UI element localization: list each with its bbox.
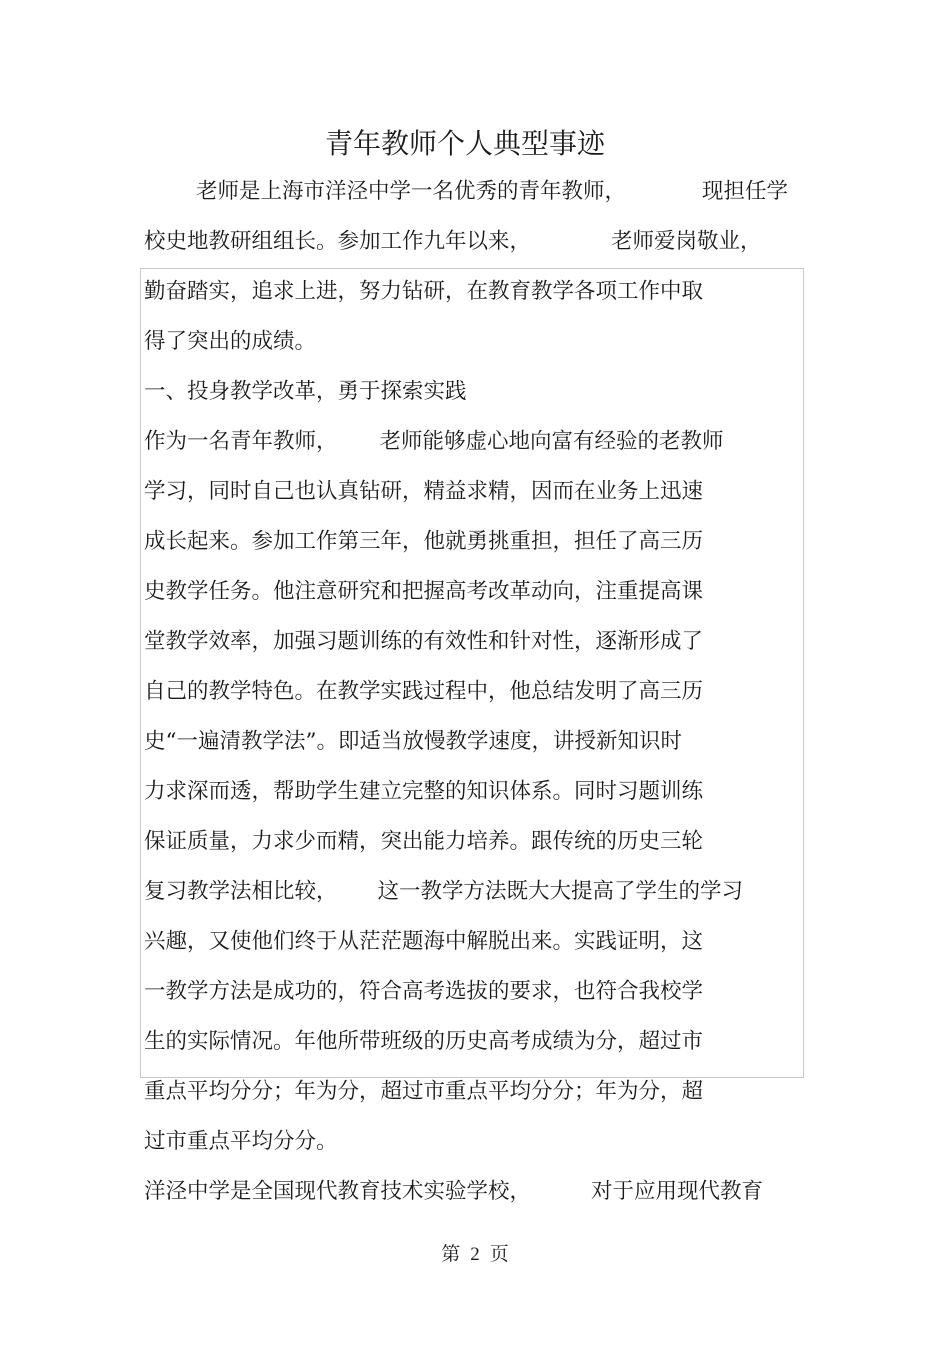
page-footer [0,1240,950,1269]
text-segment: 校史地教研组组长。参加工作九年以来， [144,229,532,254]
text-line [144,926,703,958]
text-line [144,726,682,758]
text-segment: 学习，同时自己也认真钻研，精益求精，因而在业务上迅速 [144,479,704,504]
text-segment: 过市重点平均分分。 [144,1129,338,1154]
text-line [144,526,703,558]
text-line [144,476,703,508]
text-segment: 保证质量，力求少而精，突出能力培养。跟传统的历史三轮 [144,829,704,854]
text-line [144,376,467,408]
text-line [144,676,703,708]
text-segment: 堂教学效率，加强习题训练的有效性和针对性，逐渐形成了 [144,629,704,654]
text-segment: 史“一遍清教学法”。即适当放慢教学速度，讲授新知识时 [144,729,682,754]
text-line [144,1026,703,1058]
text-line [144,876,743,908]
text-segment: 一、投身教学改革，勇于探索实践 [144,379,467,404]
text-line [144,576,703,608]
text-segment: 重点平均分分；年为分，超过市重点平均分分；年为分，超 [144,1079,704,1104]
text-line [144,426,724,458]
text-segment: 老师是上海市洋泾中学一名优秀的青年教师， [196,179,627,204]
page-number: 2 [470,1244,480,1265]
text-segment: 这一教学方法既大大提高了学生的学习 [377,879,744,904]
text-segment: 力求深而透，帮助学生建立完整的知识体系。同时习题训练 [144,779,704,804]
footer-suffix: 页 [489,1243,509,1265]
text-line [144,776,703,808]
text-segment: 作为一名青年教师， [144,429,338,454]
text-line [144,626,703,658]
text-line [144,1176,763,1208]
text-segment: 勤奋踏实，追求上进，努力钻研，在教育教学各项工作中取 [144,279,704,304]
text-line [144,1076,703,1108]
text-segment: 自己的教学特色。在教学实践过程中，他总结发明了高三历 [144,679,704,704]
text-segment: 一教学方法是成功的，符合高考选拔的要求，也符合我校学 [144,979,704,1004]
footer-prefix: 第 [441,1243,461,1265]
text-segment: 兴趣，又使他们终于从茫茫题海中解脱出来。实践证明，这 [144,929,704,954]
text-line [196,176,788,208]
text-segment: 史教学任务。他注意研究和把握高考改革动向，注重提高课 [144,579,704,604]
document-title: 青年教师个人典型事迹 [324,127,605,160]
text-line [144,226,762,258]
text-line [144,326,316,358]
text-segment: 生的实际情况。年他所带班级的历史高考成绩为分，超过市 [144,1029,704,1054]
text-segment: 复习教学法相比较， [144,879,338,904]
text-segment: 老师能够虚心地向富有经验的老教师 [379,429,724,454]
text-segment: 现担任学 [702,179,789,204]
text-line [144,826,703,858]
text-segment: 成长起来。参加工作第三年，他就勇挑重担，担任了高三历 [144,529,704,554]
text-line [144,276,703,308]
text-segment: 得了突出的成绩。 [144,329,317,354]
text-line [144,1126,338,1158]
text-segment: 洋泾中学是全国现代教育技术实验学校， [144,1179,532,1204]
text-line [144,976,703,1008]
text-segment: 对于应用现代教育 [591,1179,764,1204]
text-segment: 老师爱岗敬业， [611,229,762,254]
